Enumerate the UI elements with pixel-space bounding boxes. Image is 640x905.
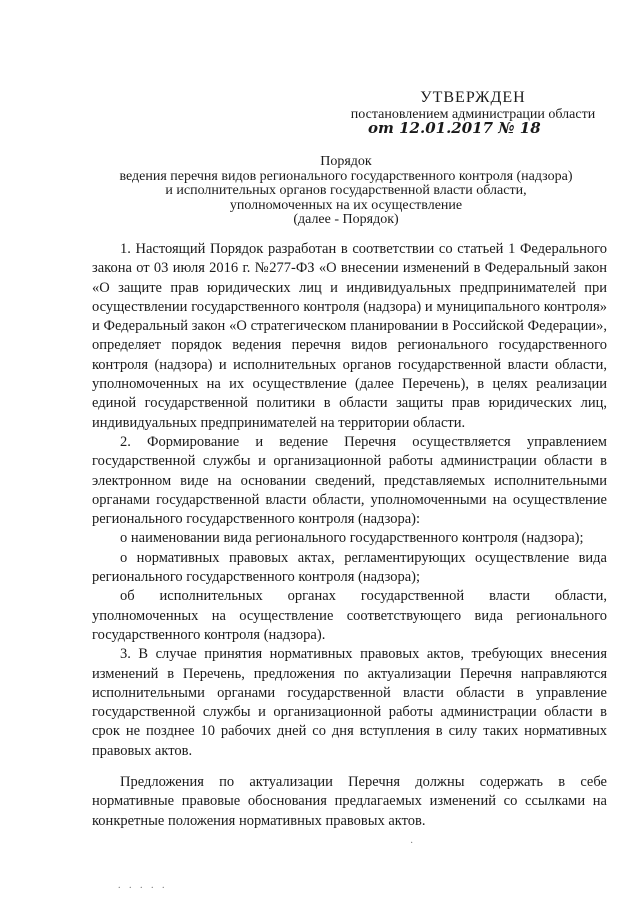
approval-title: УТВЕРЖДЕН xyxy=(420,89,526,106)
heading-line: уполномоченных на их осуществление xyxy=(229,197,463,213)
document-heading xyxy=(86,155,606,228)
paragraph-4: Предложения по актуализации Перечня должны содержать в себе нормативные правовые обоснования предлагаемых изменений со ссылками на конкретные положения нормативных правовых актов. xyxy=(92,774,607,829)
approval-signature: от 12.01.2017 № 18 xyxy=(368,119,541,137)
heading-line: ведения перечня видов регионального государственного контроля (надзора) xyxy=(119,168,573,184)
heading-line: и исполнительных органов государственной власти области, xyxy=(165,183,527,199)
approval-line: постановлением администрации области xyxy=(350,107,596,122)
list-item-name: о наименовании вида регионального государственного контроля (надзора); xyxy=(120,530,584,547)
paragraph-1: 1. Настоящий Порядок разработан в соответствии со статьей 1 Федерального закона от 03 июля 2016 г. №277-ФЗ «О внесении изменений в Федеральный закон «О защите прав юридических лиц и индивидуальных предпринимателей при осуществлении государственного контроля (надзора) и муниципального контроля» и Федеральный закон «О стратегическом планировании в Российской Федерации», определяет порядок ведения перечня видов регионального государственного контроля (надзора) и исполнительных органов государственной власти области, уполномоченных на их осуществление (далее Перечень), в целях реализации единой государственной политики в области защиты прав юридических лиц, индивидуальных предпринимателей на территории области. xyxy=(92,241,607,431)
list-item-acts: о нормативных правовых актах, регламентирующих осуществление вида регионального государственного контроля (надзора); xyxy=(92,549,607,586)
scan-speck: · xyxy=(410,838,414,849)
heading-line: (далее - Порядок) xyxy=(293,212,399,228)
paragraph-2: 2. Формирование и ведение Перечня осуществляется управлением государственной службы и организационной работы администрации области в электронном виде на основании сведений, представляемых исполнительными органами государственной власти области, уполномоченными на осуществление регионального государственного контроля (надзора): xyxy=(92,433,607,528)
paragraph-3: 3. В случае принятия нормативных правовых актов, требующих внесения изменений в Перечень, предложения по актуализации Перечня направляются исполнительными органами государственной власти области в управление государственной службы и организационной работы администрации области в срок не позднее 10 рабочих дней со дня вступления в силу таких нормативных правовых актов. xyxy=(92,646,607,759)
heading-title: Порядок xyxy=(320,154,372,169)
approval-stamp xyxy=(338,88,608,136)
scan-speck: . . . . . xyxy=(118,880,168,891)
list-item-bodies: об исполнительных органах государственной власти области, уполномоченных на осуществление соответствующего вида регионального государственного контроля (надзора). xyxy=(92,588,607,643)
document-body xyxy=(92,240,607,831)
